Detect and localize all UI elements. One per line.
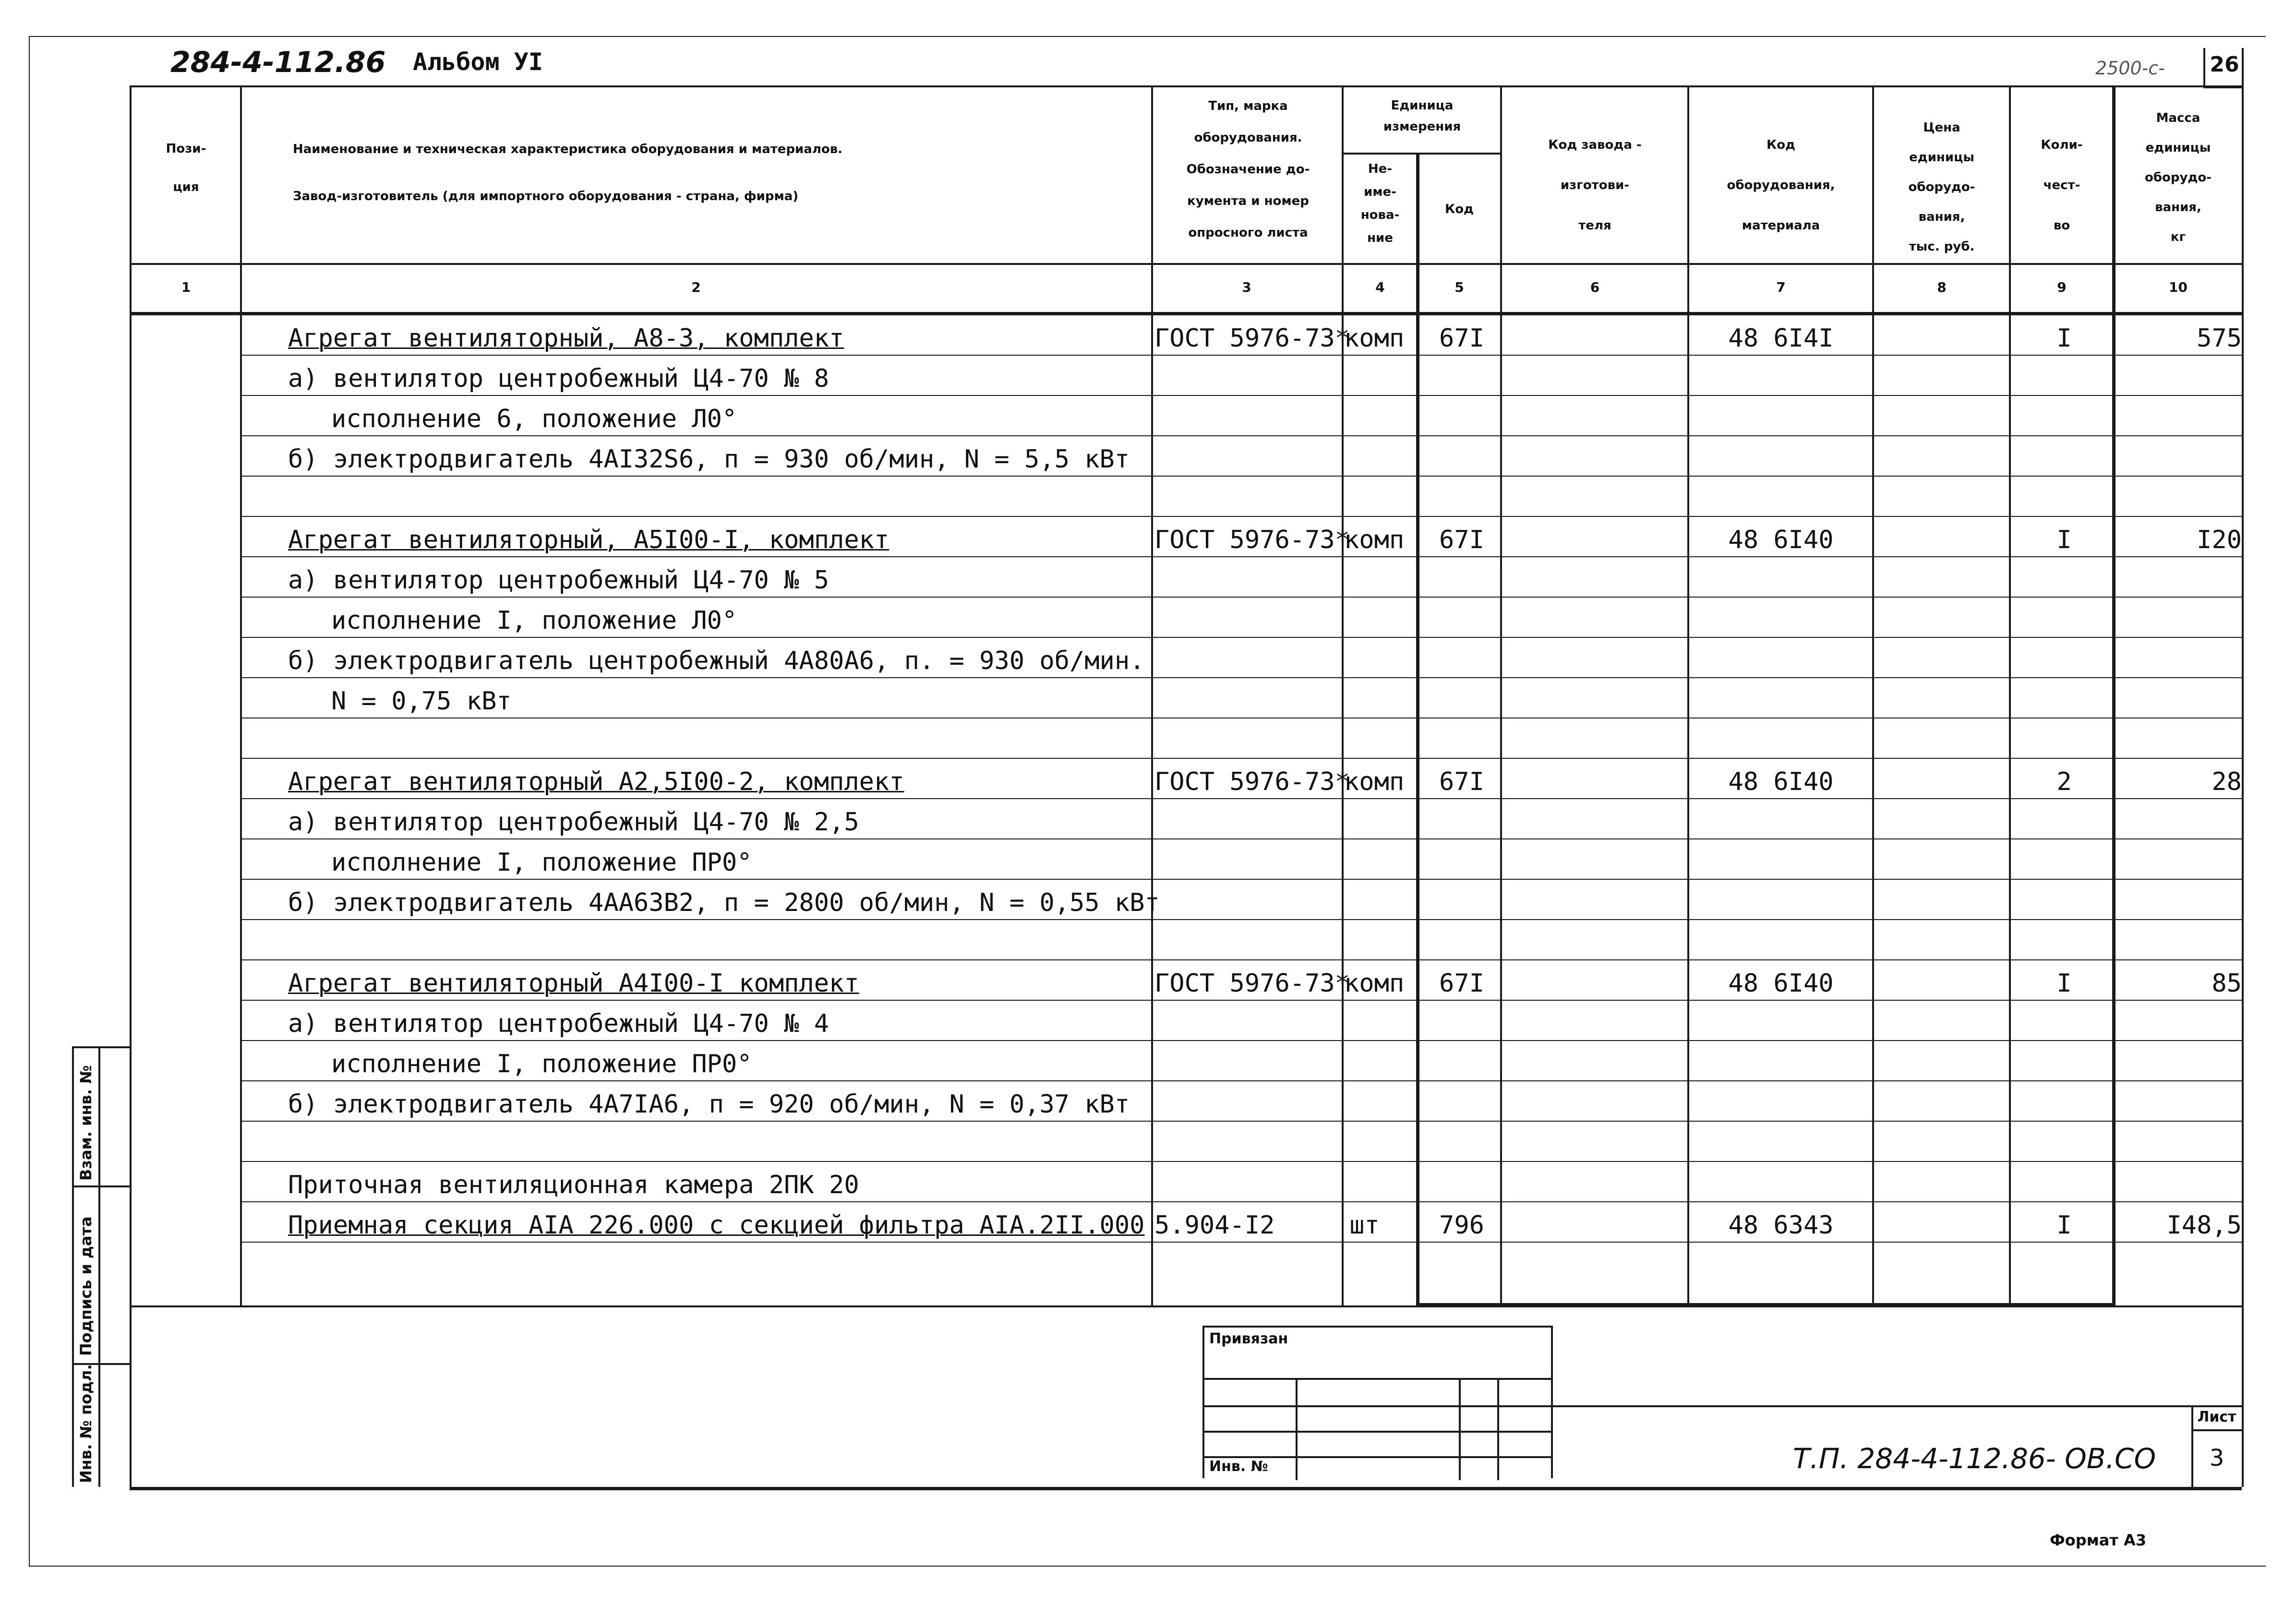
header-col-6: Код завода - изготови- теля (1548, 138, 1642, 233)
table-row (0, 637, 2296, 677)
header-col-9: Коли- чест- во (2041, 138, 2083, 233)
header-col-1: Пози- ция (166, 142, 206, 194)
item-name: Приемная секция АIА 226.000 с секцией фильтра АIА.2II.000 (288, 1211, 1145, 1240)
item-qty: I (2056, 324, 2072, 353)
item-name: а) вентилятор центробежный Ц4-70 № 8 (288, 364, 829, 393)
side-strip-top (72, 1046, 130, 1048)
item-unit: комп (1344, 526, 1405, 554)
table-row (0, 718, 2296, 758)
item-code: 48 6I40 (1728, 767, 1834, 796)
binding-col-3 (1497, 1378, 1499, 1480)
header-bottom-line (130, 263, 2242, 265)
item-unit: шт (1349, 1211, 1380, 1240)
table-row (0, 556, 2296, 597)
stamp-mark: 2500-c- (2095, 58, 2165, 79)
col-num-9: 9 (2057, 279, 2067, 295)
item-name: Приточная вентиляционная камера 2ПК 20 (288, 1171, 859, 1199)
outer-border-top (29, 36, 2266, 37)
item-doc: 5.904-I2 (1154, 1211, 1275, 1240)
item-doc: ГОСТ 5976-73* (1154, 767, 1350, 796)
table-row (0, 1161, 2296, 1201)
table-row (0, 919, 2296, 959)
item-unit-code: 67I (1439, 767, 1484, 796)
format-label: Формат А3 (2050, 1531, 2147, 1549)
header-col-10: Масса единицы оборудо- вания, кг (2144, 111, 2212, 244)
table-row (0, 435, 2296, 476)
header-col-7: Код оборудования, материала (1727, 138, 1835, 233)
item-mass: I20 (2197, 526, 2242, 554)
item-name: исполнение I, положение Л0° (331, 606, 737, 635)
item-name: а) вентилятор центробежный Ц4-70 № 2,5 (288, 808, 859, 837)
drawing-code: Т.П. 284-4-112.86- ОВ.СО (1793, 1442, 2156, 1475)
table-row (0, 959, 2296, 1000)
item-name: Агрегат вентиляторный, А8-3, комплект (288, 324, 844, 353)
item-unit: комп (1344, 969, 1405, 998)
table-row (0, 1040, 2296, 1080)
outer-border-bottom (29, 1566, 2266, 1567)
frame-bottom (130, 1487, 2242, 1490)
header-col-5: Код (1444, 202, 1474, 216)
table-row (0, 1201, 2296, 1242)
titleblock-top (1553, 1405, 2242, 1407)
titleblock-sheet-div (2191, 1429, 2242, 1431)
table-row (0, 1000, 2296, 1040)
header-col-4: Не- име- нова- ние (1360, 162, 1400, 245)
item-unit-code: 67I (1439, 324, 1484, 353)
row-line (240, 1242, 2242, 1243)
col-num-6: 6 (1590, 279, 1600, 295)
item-code: 48 6I40 (1728, 969, 1834, 998)
table-row (0, 798, 2296, 838)
item-name: б) электродвигатель центробежный 4А80А6, п. = 930 об/мин. (288, 646, 1145, 675)
header-col-3: Тип, марка оборудования. Обозначение до- кумента и номер опросного листа (1186, 99, 1310, 240)
item-mass: I48,5 (2166, 1211, 2242, 1240)
item-name: б) электродвигатель 4АА63В2, п = 2800 об/мин, N = 0,55 кВт (288, 888, 1160, 917)
item-code: 48 6343 (1728, 1211, 1834, 1240)
inv-no-label: Инв. № (1209, 1458, 1268, 1475)
table-row (0, 677, 2296, 718)
table-row (0, 476, 2296, 516)
item-doc: ГОСТ 5976-73* (1154, 324, 1350, 353)
table-row (0, 838, 2296, 879)
doc-code: 284-4-112.86 (170, 46, 386, 79)
item-qty: I (2056, 969, 2072, 998)
binding-label: Привязан (1209, 1330, 1288, 1347)
table-end-line (130, 1305, 2242, 1307)
item-mass: 85 (2212, 969, 2242, 998)
side-label-replace-inv: Взам. инв. № (77, 1065, 95, 1181)
side-strip-div-1 (72, 1185, 130, 1187)
item-name: Агрегат вентиляторный А2,5I00-2, комплект (288, 767, 904, 796)
item-name: исполнение 6, положение Л0° (331, 405, 737, 433)
item-unit-code: 67I (1439, 526, 1484, 554)
binding-col-1 (1296, 1378, 1298, 1480)
item-name: N = 0,75 кВт (331, 687, 512, 716)
item-code: 48 6I40 (1728, 526, 1834, 554)
item-name: исполнение I, положение ПР0° (331, 848, 752, 877)
item-name: Агрегат вентиляторный А4I00-I комплект (288, 969, 859, 998)
item-name: а) вентилятор центробежный Ц4-70 № 4 (288, 1009, 829, 1038)
col-num-7: 7 (1776, 279, 1786, 295)
header-col-2: Наименование и техническая характеристика оборудования и материалов. Завод-изготовитель (для импортного оборудования - страна, фирма) (293, 142, 843, 203)
table-row (0, 395, 2296, 435)
table-row (0, 1080, 2296, 1121)
side-strip-mid (98, 1046, 100, 1487)
binding-stamp (1202, 1326, 1553, 1478)
col-num-3: 3 (1242, 279, 1251, 295)
item-code: 48 6I4I (1728, 324, 1834, 353)
binding-col-2 (1459, 1378, 1461, 1480)
col-num-4: 4 (1375, 279, 1385, 295)
col-num-8: 8 (1937, 279, 1947, 295)
table-row (0, 879, 2296, 919)
item-unit: комп (1344, 767, 1405, 796)
header-col-8: Цена единицы оборудо- вания, тыс. руб. (1908, 120, 1975, 254)
item-name: б) электродвигатель 4АI32S6, п = 930 об/мин, N = 5,5 кВт (288, 445, 1130, 474)
frame-top (130, 85, 2242, 87)
sheet-number: 26 (2210, 52, 2239, 77)
table-row (0, 758, 2296, 798)
item-name: б) электродвигатель 4А7IА6, п = 920 об/мин, N = 0,37 кВт (288, 1090, 1130, 1119)
item-unit-code: 796 (1439, 1211, 1484, 1240)
item-name: Агрегат вентиляторный, А5I00-I, комплект (288, 526, 890, 554)
side-label-signature-date: Подпись и дата (77, 1216, 95, 1356)
item-mass: 575 (2197, 324, 2242, 353)
table-row (0, 597, 2296, 637)
table-row (0, 314, 2296, 355)
header-unit-group: Единица измерения (1383, 98, 1461, 134)
item-name: исполнение I, положение ПР0° (331, 1050, 752, 1078)
unit-group-line (1342, 153, 1500, 155)
item-qty: 2 (2056, 767, 2072, 796)
album-label: Альбом УI (413, 48, 543, 76)
item-qty: I (2056, 526, 2072, 554)
sheet-value: 3 (2209, 1445, 2224, 1472)
item-unit-code: 67I (1439, 969, 1484, 998)
item-doc: ГОСТ 5976-73* (1154, 969, 1350, 998)
item-unit: комп (1344, 324, 1405, 353)
item-qty: I (2056, 1211, 2072, 1240)
sheet-number-box (2203, 48, 2244, 88)
col-num-2: 2 (691, 279, 701, 295)
item-mass: 28 (2212, 767, 2242, 796)
col-num-10: 10 (2169, 279, 2188, 295)
item-doc: ГОСТ 5976-73* (1154, 526, 1350, 554)
sheet-label: Лист (2197, 1409, 2236, 1425)
side-label-inv-original: Инв. № подл. (77, 1364, 95, 1483)
col-num-1: 1 (181, 279, 191, 295)
item-name: а) вентилятор центробежный Ц4-70 № 5 (288, 566, 829, 595)
col-num-5: 5 (1455, 279, 1464, 295)
table-row (0, 1121, 2296, 1161)
table-row (0, 516, 2296, 556)
table-row (0, 355, 2296, 395)
side-strip-left (72, 1046, 74, 1487)
